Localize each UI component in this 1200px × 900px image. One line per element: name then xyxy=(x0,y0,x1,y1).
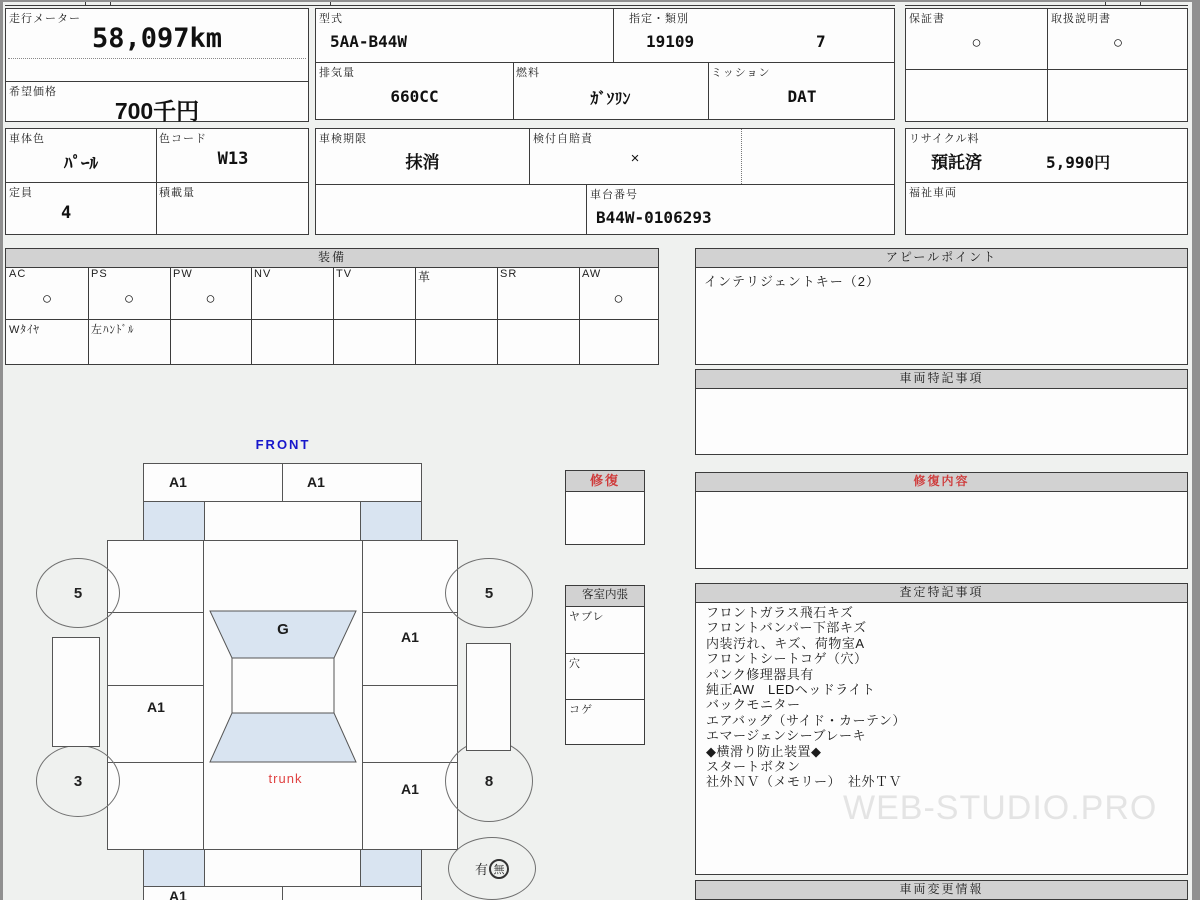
col-divider xyxy=(586,184,587,234)
vehicle-notes-title: 車両特記事項 xyxy=(696,370,1187,389)
appeal-points-content: インテリジェントキー（2） xyxy=(704,274,880,289)
front-bumper-right-grade: A1 xyxy=(307,474,325,490)
equip-mark-ps: ○ xyxy=(123,289,135,308)
warranty-book-mark: ○ xyxy=(971,33,982,52)
color-code-value: W13 xyxy=(217,149,249,169)
wheel-front-right-grade: 5 xyxy=(484,584,494,602)
bumper-divider xyxy=(282,464,283,501)
designation-number: 19109 xyxy=(646,32,695,51)
row-divider xyxy=(316,184,894,185)
repair-box xyxy=(565,470,645,545)
record-no-circled: 無 xyxy=(489,859,509,879)
assessment-title: 査定特記事項 xyxy=(696,584,1187,603)
left-panel-grade: A1 xyxy=(147,699,165,715)
asking-price-label: 希望価格 xyxy=(9,86,57,98)
wheel-front-left-grade: 5 xyxy=(73,584,83,602)
warranty-book-label: 保証書 xyxy=(909,13,945,25)
taillight-right-shaded xyxy=(360,850,421,886)
appeal-points-box xyxy=(695,248,1188,365)
row-divider xyxy=(6,182,308,183)
diagram-front-label: FRONT xyxy=(255,437,311,452)
color-capacity-table xyxy=(5,128,309,235)
wheel-rear-left xyxy=(36,745,120,817)
col-divider xyxy=(88,267,89,364)
recycle-fee-amount: 5,990円 xyxy=(1046,153,1111,172)
equip-mark-pw: ○ xyxy=(205,289,216,308)
equipment-title: 装備 xyxy=(6,249,658,268)
odometer-value: 58,097km xyxy=(91,23,223,54)
warranty-manual-table xyxy=(905,8,1188,122)
edge-left xyxy=(0,0,3,900)
assessment-line: ◆横滑り防止装置◆ xyxy=(706,743,822,759)
body-panel-line xyxy=(363,762,457,763)
taillight-left-shaded xyxy=(144,850,205,886)
chassis-number-label: 車台番号 xyxy=(590,189,638,201)
assessment-line: フロントバンパー下部キズ xyxy=(706,620,867,636)
equip-row2-w-tire: Wﾀｲﾔ xyxy=(9,324,40,336)
row-divider xyxy=(566,653,644,654)
assessment-line: パンク修理器具有 xyxy=(706,666,814,682)
front-bumper-left-grade: A1 xyxy=(169,474,187,490)
odometer-label: 走行メーター xyxy=(9,13,81,25)
col-divider xyxy=(579,267,580,364)
transmission-value: DAT xyxy=(787,87,817,106)
assessment-box xyxy=(695,583,1188,875)
body-panel-line xyxy=(108,762,203,763)
body-panel-line xyxy=(363,685,457,686)
row-divider xyxy=(316,62,894,63)
diagram-taillight-row xyxy=(143,849,422,887)
odometer-price-table xyxy=(5,8,309,122)
assessment-line: エマージェンシーブレーキ xyxy=(706,728,866,744)
fuel-label: 燃料 xyxy=(516,67,540,79)
col-divider xyxy=(1047,9,1048,121)
record-yes-label: 有 xyxy=(474,862,488,877)
inspection-expiry-label: 車検期限 xyxy=(319,133,367,145)
designation-label: 指定・類別 xyxy=(629,13,689,25)
capacity-value: 4 xyxy=(61,203,72,223)
row-divider xyxy=(906,182,1187,183)
roof-shape xyxy=(232,658,334,713)
diagram-rear-bumper xyxy=(143,886,422,900)
body-col-line xyxy=(362,541,363,849)
assessment-lines xyxy=(706,605,906,790)
change-info-box xyxy=(695,880,1188,900)
bumper-divider xyxy=(282,887,283,900)
watermark: WEB-STUDIO.PRO xyxy=(843,789,1158,827)
equip-col-label-leather: 革 xyxy=(418,270,432,284)
inspection-chassis-table xyxy=(315,128,895,235)
dotted-col-divider xyxy=(741,129,743,184)
row-divider xyxy=(6,319,658,320)
repair-details-title: 修復内容 xyxy=(696,473,1187,492)
diagram-headlight-row xyxy=(143,501,422,541)
headlight-left-shaded xyxy=(144,502,205,540)
change-info-title: 車両変更情報 xyxy=(696,881,1187,900)
equip-col-label-ps: PS xyxy=(91,268,108,280)
displacement-label: 排気量 xyxy=(319,67,355,79)
row-divider xyxy=(6,81,308,82)
color-code-label: 色コード xyxy=(159,133,207,145)
insurance-mark: × xyxy=(630,150,640,167)
model-code-value: 5AA-B44W xyxy=(330,32,408,51)
equip-col-label-pw: PW xyxy=(173,268,193,280)
diagram-front-bumper xyxy=(143,463,422,502)
top-cutoff-line xyxy=(5,5,895,6)
equip-col-label-aw: AW xyxy=(582,268,602,280)
body-panel-line xyxy=(363,612,457,613)
wheel-front-left xyxy=(36,558,120,628)
edge-right xyxy=(1192,0,1200,900)
model-code-label: 型式 xyxy=(319,13,343,25)
rear-window-shape xyxy=(210,713,356,762)
cabin-item-burn: コゲ xyxy=(569,704,593,716)
body-color-value: ﾊﾟｰﾙ xyxy=(64,154,98,173)
cabin-item-tear: ヤブレ xyxy=(569,611,605,623)
assessment-line: 社外ＮＶ（メモリー） 社外ＴＶ xyxy=(706,774,903,790)
equip-col-label-nv: NV xyxy=(254,268,272,280)
owners-manual-label: 取扱説明書 xyxy=(1051,13,1111,25)
headlight-right-shaded xyxy=(360,502,421,540)
row-divider xyxy=(566,699,644,700)
equip-col-label-tv: TV xyxy=(336,268,353,280)
glass-grade: G xyxy=(277,621,289,638)
col-divider xyxy=(497,267,498,364)
col-divider xyxy=(613,9,614,62)
assessment-line: 内装汚れ、キズ、荷物室A xyxy=(706,635,865,651)
right-front-panel-grade: A1 xyxy=(401,629,419,645)
repair-details-box xyxy=(695,472,1188,569)
welfare-vehicle-label: 福祉車両 xyxy=(909,187,957,199)
glass-roof-graphic xyxy=(204,541,362,849)
edge-top xyxy=(0,0,1200,2)
equip-mark-ac: ○ xyxy=(41,289,53,308)
fuel-value: ｶﾞｿﾘﾝ xyxy=(590,91,631,108)
repair-record-oval xyxy=(448,837,536,900)
equipment-table xyxy=(5,248,659,365)
wheel-rear-left-grade: 3 xyxy=(73,772,83,790)
right-mirror-panel xyxy=(466,643,511,751)
odometer-dotted-divider xyxy=(8,58,306,59)
designation-class-number: 7 xyxy=(816,32,826,51)
cabin-item-hole: 穴 xyxy=(569,658,581,670)
capacity-label: 定員 xyxy=(9,187,33,199)
diagram-car-body xyxy=(107,540,458,850)
repair-title: 修復 xyxy=(566,471,644,492)
appeal-points-title: アピールポイント xyxy=(696,249,1187,268)
body-color-label: 車体色 xyxy=(9,133,45,145)
equip-row2-left-handle: 左ﾊﾝﾄﾞﾙ xyxy=(91,324,135,336)
asking-price-value: 700千円 xyxy=(114,98,200,124)
trunk-label: trunk xyxy=(268,771,303,786)
col-divider xyxy=(333,267,334,364)
recycle-fee-label: リサイクル料 xyxy=(909,133,980,145)
equip-col-label-ac: AC xyxy=(9,268,27,280)
recycle-welfare-table xyxy=(905,128,1188,235)
assessment-line: フロントシートコゲ（穴） xyxy=(706,651,868,667)
body-panel-line xyxy=(108,685,203,686)
assessment-line: フロントガラス飛石キズ xyxy=(706,605,854,620)
cabin-lining-box xyxy=(565,585,645,745)
assessment-line: スタートボタン xyxy=(706,759,801,775)
vehicle-notes-box xyxy=(695,369,1188,455)
model-spec-table xyxy=(315,8,895,120)
transmission-label: ミッション xyxy=(711,67,771,79)
col-divider xyxy=(415,267,416,364)
left-mirror-panel xyxy=(52,637,100,747)
wheel-front-right xyxy=(445,558,533,628)
col-divider xyxy=(170,267,171,364)
payload-label: 積載量 xyxy=(159,187,195,199)
wheel-rear-right xyxy=(445,740,533,822)
rear-bumper-grade: A1 xyxy=(169,888,187,900)
cabin-lining-title: 客室内張 xyxy=(566,586,644,607)
owners-manual-mark: ○ xyxy=(1112,33,1124,52)
assessment-line: 純正AW LEDヘッドライト xyxy=(706,682,876,698)
displacement-value: 660CC xyxy=(390,87,439,106)
chassis-number-value: B44W-0106293 xyxy=(596,208,712,227)
body-panel-line xyxy=(108,612,203,613)
inspection-expiry-value: 抹消 xyxy=(405,153,440,172)
assessment-line: エアバッグ（サイド・カーテン） xyxy=(706,712,906,728)
insurance-label: 検付自賠責 xyxy=(533,133,593,145)
equip-mark-aw: ○ xyxy=(613,289,624,308)
equip-col-label-sr: SR xyxy=(500,268,518,280)
top-cutoff-line xyxy=(905,5,1188,6)
col-divider xyxy=(251,267,252,364)
recycle-fee-status: 預託済 xyxy=(931,153,982,172)
assessment-line: バックモニター xyxy=(706,697,801,713)
wheel-rear-right-grade: 8 xyxy=(484,772,494,790)
right-rear-panel-grade: A1 xyxy=(401,781,419,797)
